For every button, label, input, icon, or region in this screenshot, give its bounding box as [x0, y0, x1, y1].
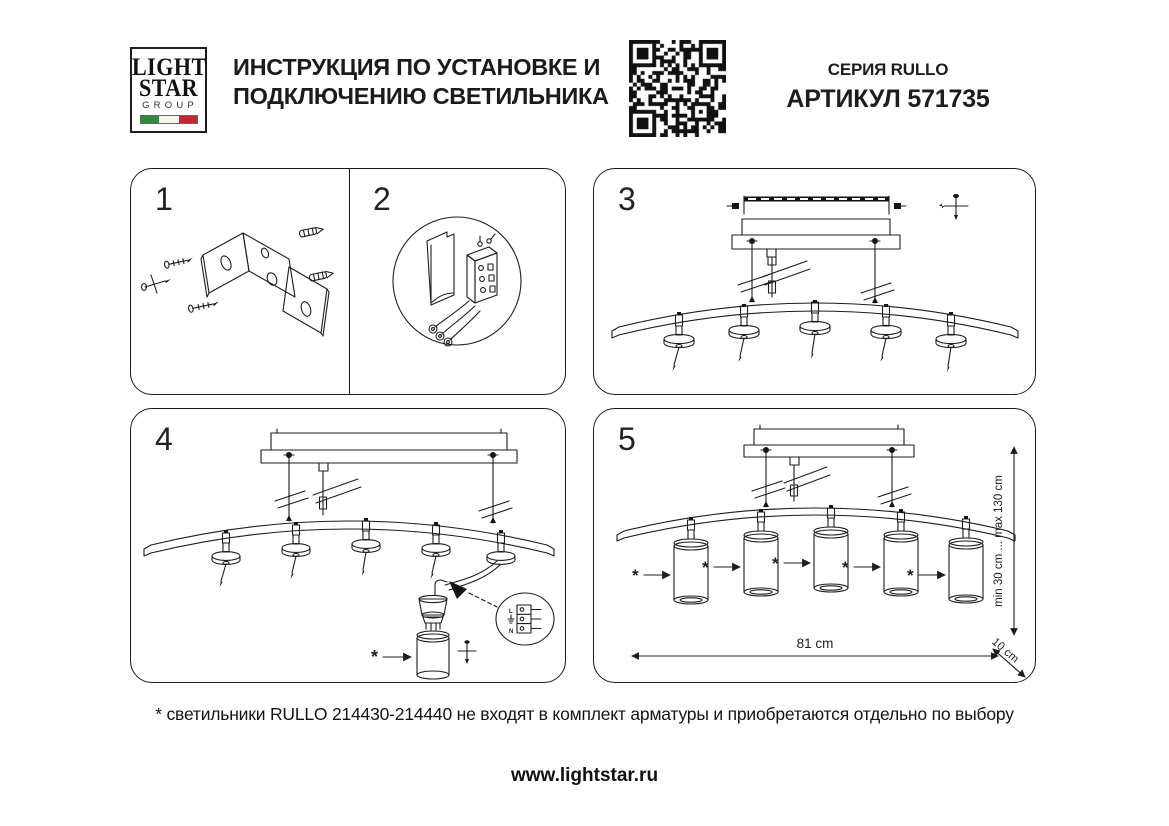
step1-bracket-drawing	[131, 169, 349, 396]
terminal-label-l: L	[509, 609, 513, 615]
dimension-height	[993, 447, 1014, 635]
logo-text-star: STAR	[138, 73, 199, 102]
article-number: АРТИКУЛ 571735	[786, 85, 990, 113]
ground-symbol	[508, 615, 514, 623]
junction-detail-circle	[393, 217, 521, 346]
ceiling-rail	[727, 196, 906, 214]
step-5-number: 5	[618, 421, 636, 457]
step-1-number: 1	[155, 181, 173, 217]
curved-rail	[612, 300, 1018, 338]
lightstar-logo	[130, 47, 207, 133]
italian-flag-icon	[140, 115, 198, 124]
page-title-line2: ПОДКЛЮЧЕНИЮ СВЕТИЛЬНИКА	[233, 83, 609, 109]
screw-icon	[142, 275, 172, 293]
panel-step-5	[593, 408, 1036, 683]
dimension-width	[632, 636, 998, 656]
curved-rail	[144, 518, 554, 556]
mounting-bracket	[201, 233, 329, 336]
panel-step-3	[593, 168, 1036, 395]
logo-text-light: LIGHT	[132, 52, 207, 81]
screw-icon	[458, 640, 476, 664]
qr-code	[629, 40, 726, 137]
wires	[429, 301, 480, 346]
series-label: СЕРИЯ RULLO	[827, 60, 949, 79]
terminal-block	[467, 234, 497, 303]
step-4-number: 4	[155, 421, 173, 457]
article-block	[778, 60, 998, 114]
step5-final-assembly-drawing	[594, 409, 1037, 684]
panel-step-4	[130, 408, 566, 683]
svg-text:10 cm: 10 cm	[989, 635, 1021, 666]
pendant-stems	[664, 302, 966, 372]
step-2-number: 2	[373, 181, 391, 217]
suspension-rods	[752, 459, 911, 507]
page-title	[233, 53, 609, 111]
svg-text:*: *	[842, 558, 849, 577]
shade-cylinder	[417, 631, 449, 679]
svg-text:min 30 cm ... max 130 cm: min 30 cm ... max 130 cm	[993, 475, 1005, 607]
terminal-label-n: N	[509, 629, 514, 635]
svg-text:*: *	[632, 566, 639, 585]
terminal-block-magnifier	[496, 593, 554, 645]
step-3-number: 3	[618, 181, 636, 217]
website-url: www.lightstar.ru	[510, 765, 659, 786]
suspension-rods	[275, 465, 512, 523]
svg-text:81 cm: 81 cm	[796, 636, 834, 651]
wall-anchor-right-top	[299, 226, 324, 237]
suspension-rods	[738, 251, 894, 303]
asterisk-marker: *	[371, 647, 379, 667]
svg-text:*: *	[702, 558, 709, 577]
panel-step-1-2	[130, 168, 566, 395]
screw-and-anchor-left-top	[164, 256, 194, 269]
svg-text:*: *	[772, 554, 779, 573]
screw-and-anchor-left-bottom	[188, 299, 220, 313]
shades	[674, 508, 983, 604]
wall-anchor-right-bottom	[309, 270, 334, 281]
cover-plate	[427, 232, 454, 305]
step3-hanging-drawing	[594, 169, 1037, 396]
screw-icon	[939, 194, 968, 220]
step4-lampholder-drawing	[131, 409, 567, 684]
svg-text:*: *	[907, 566, 914, 585]
lamp-holder-detail	[419, 561, 500, 630]
logo-text-group: GROUP	[142, 100, 198, 111]
canopy	[744, 425, 914, 465]
canopy	[261, 429, 517, 471]
page-title-line1: ИНСТРУКЦИЯ ПО УСТАНОВКЕ И	[233, 54, 601, 80]
footnote: * светильники RULLO 214430-214440 не входят в комплект арматуры и приобретаются отдельно по выбору	[155, 704, 1014, 724]
step2-wiring-drawing	[349, 169, 567, 396]
shade-asterisk-markers	[632, 554, 945, 585]
